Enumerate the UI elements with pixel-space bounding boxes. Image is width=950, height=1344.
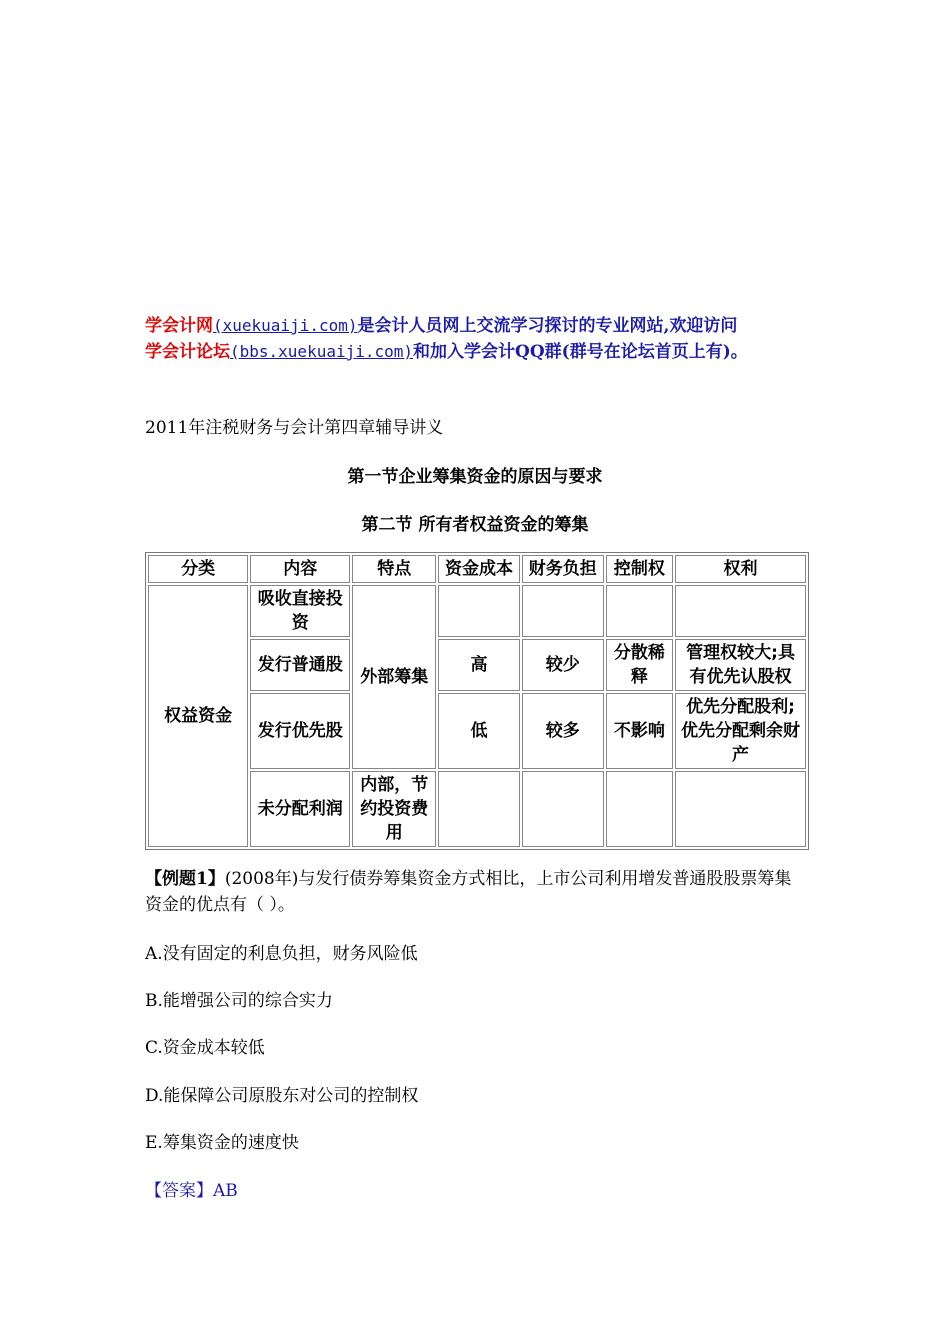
section-heading-2: 第二节 所有者权益资金的筹集 xyxy=(361,515,589,535)
forum-url-link[interactable]: (bbs.xuekuaiji.com) xyxy=(230,342,414,361)
forum-description: 和加入学会计QQ群(群号在论坛首页上有)。 xyxy=(413,342,748,362)
rights-cell: 管理权较大;具有优先认股权 xyxy=(675,639,806,691)
answer: 【答案】AB xyxy=(145,1181,238,1201)
header-cell: 权利 xyxy=(675,555,806,583)
header-cell: 分类 xyxy=(148,555,248,583)
header-cell: 内容 xyxy=(250,555,350,583)
cost-cell: 低 xyxy=(438,693,520,769)
rights-cell xyxy=(675,771,806,847)
equity-funding-table xyxy=(145,552,809,850)
site-description: 是会计人员网上交流学习探讨的专业网站,欢迎访问 xyxy=(357,316,738,336)
banner-line-2 xyxy=(145,339,845,365)
banner-line-1 xyxy=(145,313,845,339)
cost-cell xyxy=(438,771,520,847)
site-name: 学会计网 xyxy=(145,316,213,336)
content-cell: 发行普通股 xyxy=(250,639,350,691)
header-cell: 控制权 xyxy=(606,555,673,583)
question xyxy=(145,866,805,918)
control-cell: 不影响 xyxy=(606,693,673,769)
content-cell: 发行优先股 xyxy=(250,693,350,769)
table-row xyxy=(148,585,806,637)
cost-cell xyxy=(438,585,520,637)
burden-cell: 较多 xyxy=(522,693,604,769)
option-a: A.没有固定的利息负担，财务风险低 xyxy=(145,944,418,964)
forum-name: 学会计论坛 xyxy=(145,342,230,362)
question-text: (2008年)与发行债券筹集资金方式相比，上市公司利用增发普通股股票筹集资金的优点有（ ）。 xyxy=(145,869,792,915)
burden-cell xyxy=(522,771,604,847)
site-banner xyxy=(145,313,845,365)
control-cell xyxy=(606,771,673,847)
section-heading-1: 第一节企业筹集资金的原因与要求 xyxy=(347,467,603,487)
option-b: B.能增强公司的综合实力 xyxy=(145,991,333,1011)
content-cell: 未分配利润 xyxy=(250,771,350,847)
control-cell xyxy=(606,585,673,637)
option-d: D.能保障公司原股东对公司的控制权 xyxy=(145,1086,419,1106)
content-cell: 吸收直接投资 xyxy=(250,585,350,637)
site-url-link[interactable]: (xuekuaiji.com) xyxy=(213,316,358,335)
table-header-row xyxy=(148,555,806,583)
question-tag: 【例题1】 xyxy=(145,869,225,889)
rights-cell: 优先分配股利;优先分配剩余财产 xyxy=(675,693,806,769)
cost-cell: 高 xyxy=(438,639,520,691)
burden-cell: 较少 xyxy=(522,639,604,691)
burden-cell xyxy=(522,585,604,637)
feature-cell: 内部，节约投资费用 xyxy=(352,771,436,847)
rights-cell xyxy=(675,585,806,637)
category-cell: 权益资金 xyxy=(148,585,248,847)
header-cell: 财务负担 xyxy=(522,555,604,583)
feature-cell: 外部筹集 xyxy=(352,585,436,769)
option-c: C.资金成本较低 xyxy=(145,1038,265,1058)
option-e: E.筹集资金的速度快 xyxy=(145,1133,299,1153)
header-cell: 资金成本 xyxy=(438,555,520,583)
document-title: 2011年注税财务与会计第四章辅导讲义 xyxy=(145,418,444,438)
header-cell: 特点 xyxy=(352,555,436,583)
control-cell: 分散稀释 xyxy=(606,639,673,691)
